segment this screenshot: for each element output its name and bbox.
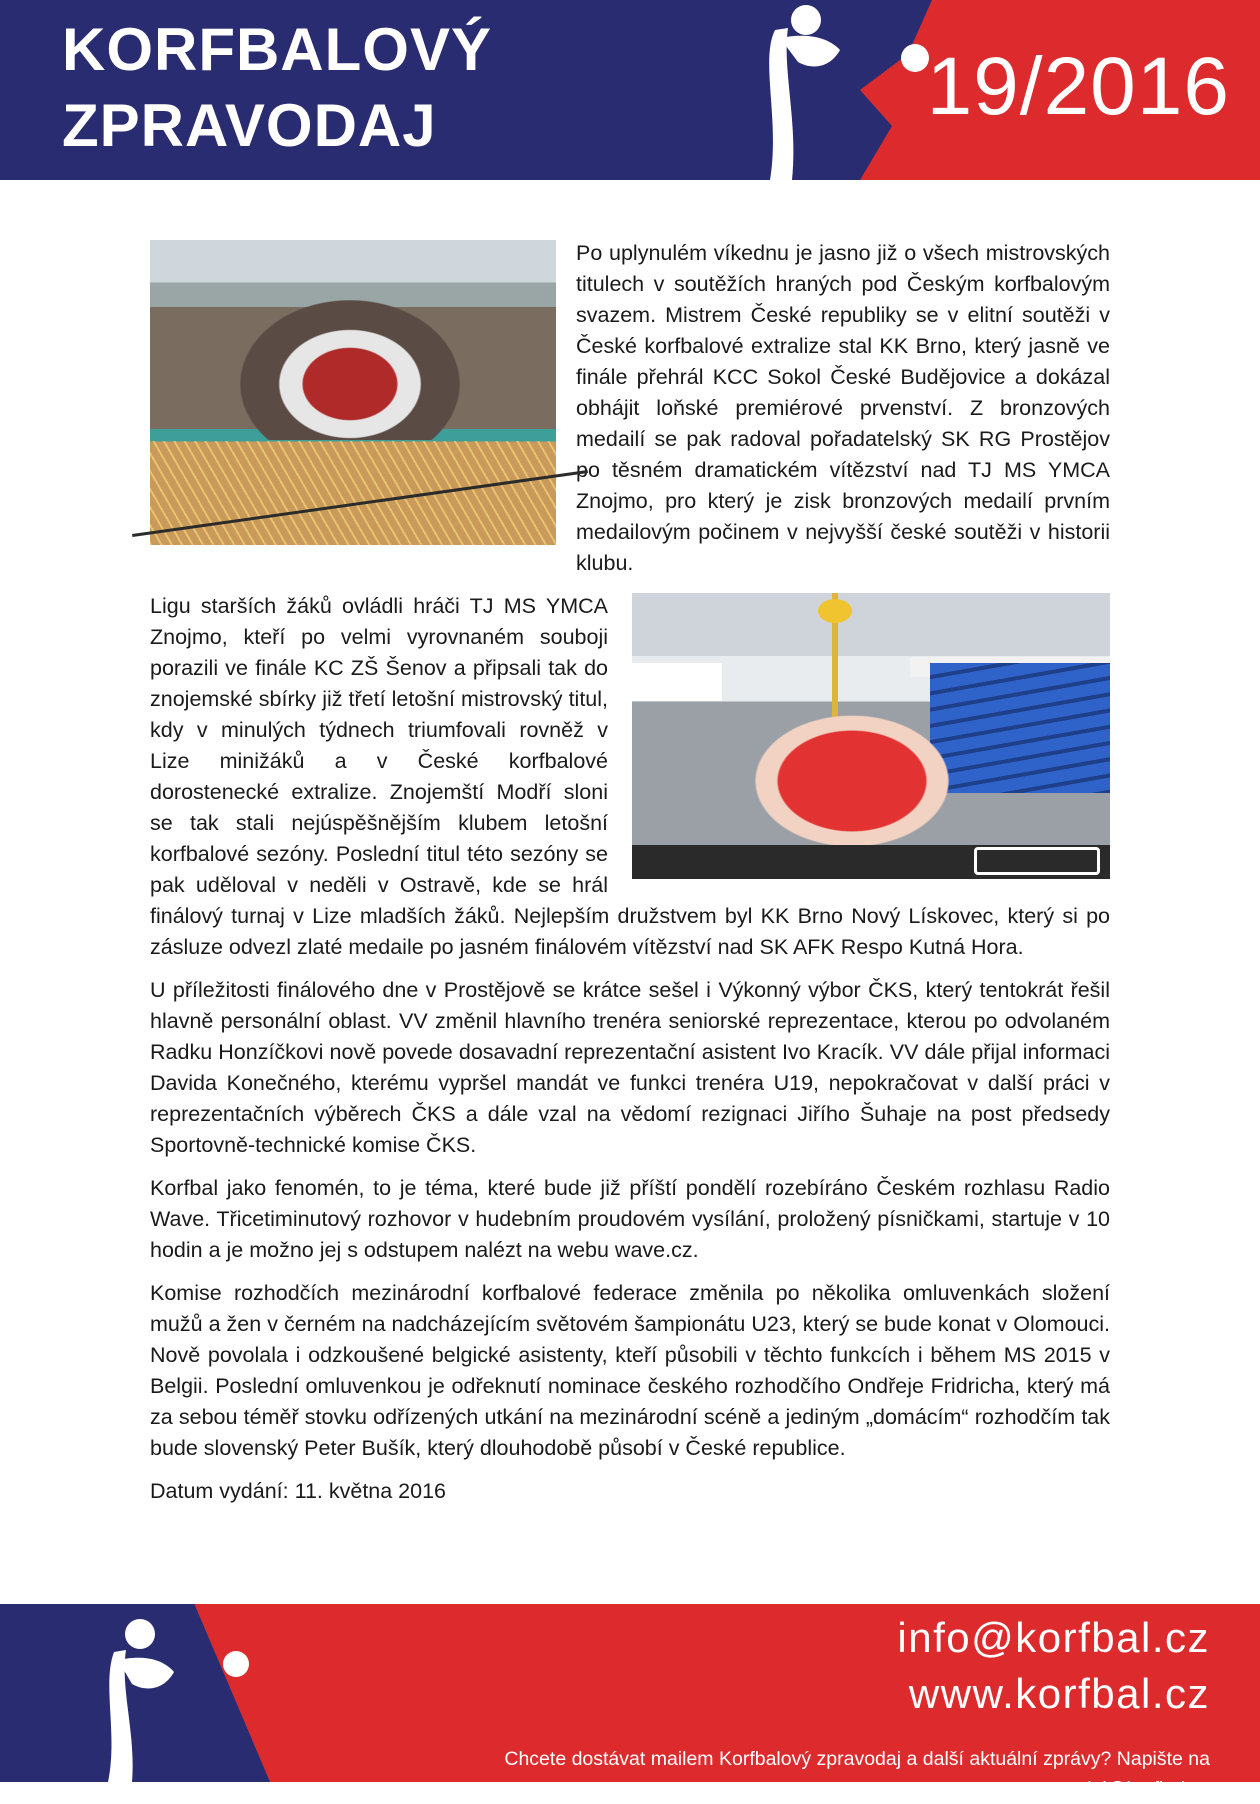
newsletter-title-line1: KORFBALOVÝ [62, 16, 492, 83]
publication-date: Datum vydání: 11. května 2016 [150, 1479, 447, 1503]
contact-email-link[interactable]: info@korfbal.cz [897, 1614, 1210, 1661]
korfball-player-footer-icon [80, 1604, 280, 1782]
korfball-player-icon [740, 0, 940, 180]
website-link[interactable]: www.korfbal.cz [908, 1670, 1210, 1717]
paragraph-2: Ligu starších žáků ovládli hráči TJ MS YMCA Znojmo, kteří po velmi vyrovnaném souboji porazili ve finále KC ZŠ Šenov a připsali tak do znojemské sbírky již třetí letošní mistrovský titul, kdy v minulých týdnech triumfovali rovněž v Lize minižáků a v České korfbalové dorostenecké extralize. Znojemští Modří sloni se tak stali nejúspěšnějším klubem letošní korfbalové sezóny. Poslední titul této sezóny se pak uděloval v neděli v Ostravě, kde se hrál finálový turnaj v Lize mladších žáků. Nejlepším družstvem byl KK Brno Nový Lískovec, který si po zásluze odvezl zlaté medaile po jasném finálovém vítězství nad SK AFK Respo Kutná Hora. [150, 594, 1110, 959]
header-banner [0, 0, 1260, 180]
team-photo-ymca-znojmo [632, 593, 1110, 879]
subscription-note: Chcete dostávat mailem Korfbalový zpravodaj a další aktuální zprávy? Napište na zpravodaj@korfbal.cz [504, 1748, 1210, 1800]
article-body [150, 238, 1110, 1519]
paragraph-1: Po uplynulém víkednu je jasno již o všech mistrovských titulech v soutěžích hraných pod Českým korfbalovým svazem. Mistrem České republiky se v elitní soutěži v České korfbalové extralize stal KK Brno, který jasně ve finále přehrál KCC Sokol České Budějovice a dokázal obhájit loňské premiérové prvenství. Z bronzových medailí se pak radoval pořadatelský SK RG Prostějov po těsném dramatickém vítězství nad TJ MS YMCA Znojmo, pro který je zisk bronzových medailí prvním medailovým počinem v nejvyšší české soutěži v historii klubu. [576, 241, 1110, 575]
paragraph-4: Korfbal jako fenomén, to je téma, které bude již příští pondělí rozebíráno Českém rozhlasu Radio Wave. Třicetiminutový rozhovor v hudebním proudovém vysílání, proložený písničkami, startuje v 10 hodin a je možno jej s odstupem nalézt na webu wave.cz. [150, 1176, 1110, 1262]
team-photo-kk-brno [150, 240, 556, 545]
issue-number: 19/2016 [926, 41, 1230, 132]
paragraph-5: Komise rozhodčích mezinárodní korfbalové federace změnila po několika omluvenkách složení mužů a žen v černém na nadcházejícím světovém šampionátu U23, který se bude konat v Olomouci. Nově povolala i odzkoušené belgické asistenty, kteří působili v těchto funkcích i během MS 2015 v Belgii. Poslední omluvenkou je odřeknutí nominace českého rozhodčího Ondřeje Fridricha, který má za sebou téměř stovku odřízených utkání na mezinárodní scéně a jediným „domácím“ rozhodčím tak bude slovenský Peter Bušík, který dlouhodobě působí v České republice. [150, 1281, 1110, 1460]
newsletter-title-line2: ZPRAVODAJ [62, 92, 437, 159]
paragraph-3: U příležitosti finálového dne v Prostějově se krátce sešel i Výkonný výbor ČKS, který tentokrát řešil hlavně personální oblast. VV změnil hlavního trenéra seniorské reprezentace, kterou po odvolaném Radku Honzíčkovi nově povede dosavadní reprezentační asistent Ivo Kracík. VV dále přijal informaci Davida Konečného, kterému vypršel mandát ve funkci trenéra U19, nepokračovat v další práci v reprezentačních výběrech ČKS a dále vzal na vědomí rezignaci Jiřího Šuhaje na post předsedy Sportovně-technické komise ČKS. [150, 978, 1110, 1157]
footer-banner [0, 1604, 1260, 1800]
